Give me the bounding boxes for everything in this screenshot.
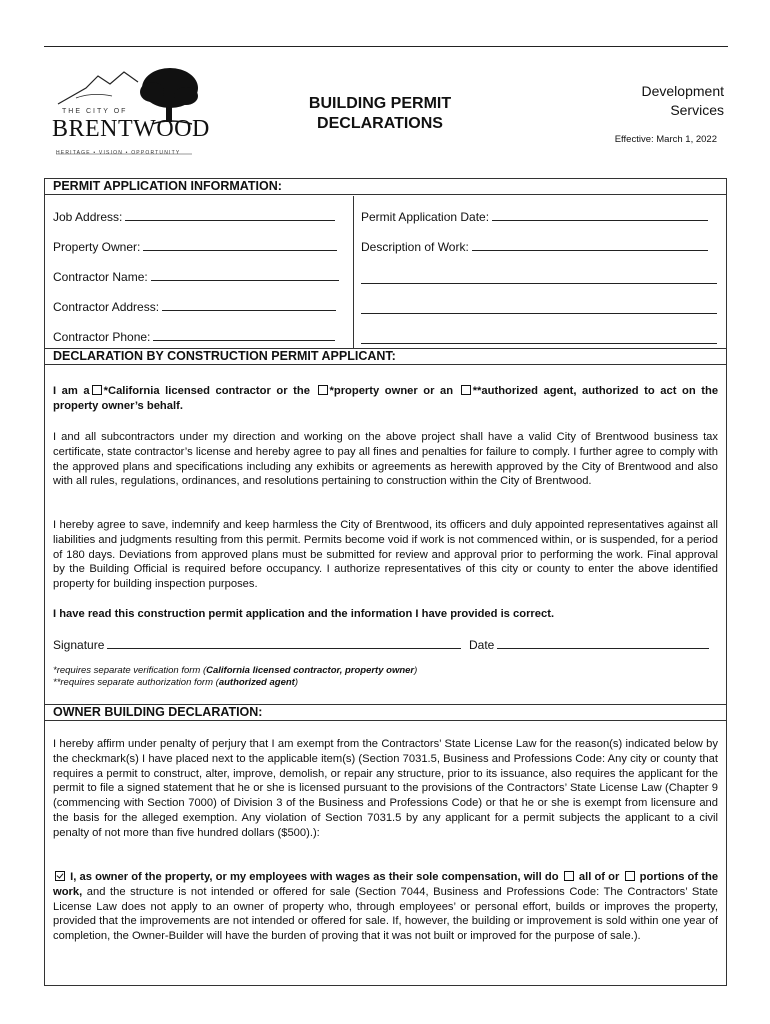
property-owner-line[interactable] [143, 240, 337, 251]
owner-builder-exemption: I, as owner of the property, or my employees with wages as their sole compensation, will do all of or portions of the work, and the structure is not intended or offered for sale (Section 7044, Business and Professions Code: The Contractors’ State License Law does not apply to an owner of property who, through employees’ or personal effort, builds or improves the property, provided that the improvements are not intended or offered for sale. If, however, the building or improvement is sold within one year of completion, the Owner-Builder will have the burden of proving that it was not built or improved for the purpose of sale.). [53, 871, 719, 943]
work-description-line[interactable] [472, 240, 708, 251]
licensed-contractor-checkbox[interactable] [92, 385, 102, 395]
signature-label: Signature [53, 638, 105, 652]
footnote-authorization: **requires separate authorization form (authorized agent) [53, 677, 298, 688]
work-description-line-2[interactable] [361, 283, 717, 284]
signature-line[interactable] [107, 638, 461, 649]
contractor-address-line[interactable] [162, 300, 336, 311]
effective-date: Effective: March 1, 2022 [614, 134, 717, 145]
top-rule [44, 46, 728, 47]
applicant-role-statement: I am a *California licensed contractor or the *property owner or an **authorized agent, authorized to act on the property owner’s behalf. [53, 385, 719, 412]
contractor-name-field[interactable] [53, 270, 339, 284]
page-title [280, 94, 480, 134]
contractor-name-label: Contractor Name: [53, 270, 148, 284]
column-divider [353, 196, 354, 348]
permit-date-label: Permit Application Date: [361, 210, 490, 224]
permit-date-line[interactable] [492, 210, 708, 221]
property-owner-label: Property Owner: [53, 240, 141, 254]
declaration-paragraph-2: I hereby agree to save, indemnify and keep harmless the City of Brentwood, its officers and duly appointed representatives against all liabilities and judgments resulting from this permit. Permits become void if work is not commenced within, or is suspended, for a period of 180 days. Deviations from approved plans must be submitted for review and approval prior to performing the work. Final approval by the Building Official is required before occupancy. I authorize representatives of this city or county to enter the above identified property for building inspection purposes. [53, 519, 718, 591]
logo-city-name: BRENTWOOD [52, 116, 210, 142]
declaration-paragraph-1: I and all subcontractors under my direction and working on the above project shall have a valid City of Brentwood business tax certificate, state contractor’s license and hereby agree to pay all fines and penalties for failure to comply. I further agree to comply with the approved plans and specifications including any exhibits or agreements as herewith approved by the City of Brentwood and also with all rules, regulations, ordinances, and resolutions pertaining to construction within the City of Brentwood. [53, 431, 718, 488]
section-permit-info-heading: PERMIT APPLICATION INFORMATION: [44, 178, 727, 195]
job-address-field[interactable] [53, 210, 335, 224]
work-description-label: Description of Work: [361, 240, 469, 254]
section-owner-building-heading: OWNER BUILDING DECLARATION: [44, 704, 727, 721]
date-field[interactable] [469, 638, 709, 652]
date-label: Date [469, 638, 495, 652]
dept-line-2: Services [670, 102, 724, 118]
work-description-line-3[interactable] [361, 313, 717, 314]
department-name [590, 82, 724, 120]
contractor-phone-label: Contractor Phone: [53, 330, 151, 344]
footnote-verification: *requires separate verification form (California licensed contractor, property owner) [53, 665, 418, 676]
title-line-2: DECLARATIONS [317, 115, 443, 132]
contractor-name-line[interactable] [151, 270, 339, 281]
all-work-checkbox[interactable] [564, 871, 574, 881]
section-applicant-declaration-heading: DECLARATION BY CONSTRUCTION PERMIT APPLICANT: [44, 348, 727, 365]
portions-work-checkbox[interactable] [625, 871, 635, 881]
contractor-address-field[interactable] [53, 300, 336, 314]
property-owner-field[interactable] [53, 240, 337, 254]
owner-exemption-checkbox[interactable] [55, 871, 65, 881]
property-owner-checkbox[interactable] [318, 385, 328, 395]
owner-affirmation-paragraph: I hereby affirm under penalty of perjury that I am exempt from the Contractors’ State License Law for the reason(s) indicated below by the checkmark(s) I have placed next to the applicable item(s) (Section 7031.5, Business and Professions Code: Any city or county that requires a permit to construct, alter, improve, demolish, or repair any structure, prior to its issuance, also requires the applicant for the permit to file a signed statement that he or she is licensed pursuant to the provisions of the Contractors’ State License Law (Chapter 9 (commencing with Section 7000) of Division 3 of the Business and Professions Code) or that he or she is exempt from licensure and the basis for the alleged exemption. Any violation of Section 7031.5 by any applicant for a permit subjects the applicant to a civil penalty of not more than five hundred dollars ($500).): [53, 738, 718, 839]
declaration-statement: I have read this construction permit application and the information I have provided is correct. [53, 608, 555, 620]
contractor-phone-field[interactable] [53, 330, 335, 344]
signature-field[interactable] [53, 638, 461, 652]
logo-city-line: THE CITY OF [62, 108, 128, 115]
date-line[interactable] [497, 638, 709, 649]
work-description-line-4[interactable] [361, 343, 717, 344]
title-line-1: BUILDING PERMIT [308, 95, 452, 112]
job-address-label: Job Address: [53, 210, 123, 224]
contractor-phone-line[interactable] [153, 330, 335, 341]
job-address-line[interactable] [125, 210, 335, 221]
contractor-address-label: Contractor Address: [53, 300, 160, 314]
dept-line-1: Development [641, 83, 724, 99]
work-description-field[interactable] [361, 240, 708, 254]
authorized-agent-checkbox[interactable] [461, 385, 471, 395]
permit-date-field[interactable] [361, 210, 708, 224]
logo-tagline: HERITAGE • VISION • OPPORTUNITY [56, 150, 181, 156]
